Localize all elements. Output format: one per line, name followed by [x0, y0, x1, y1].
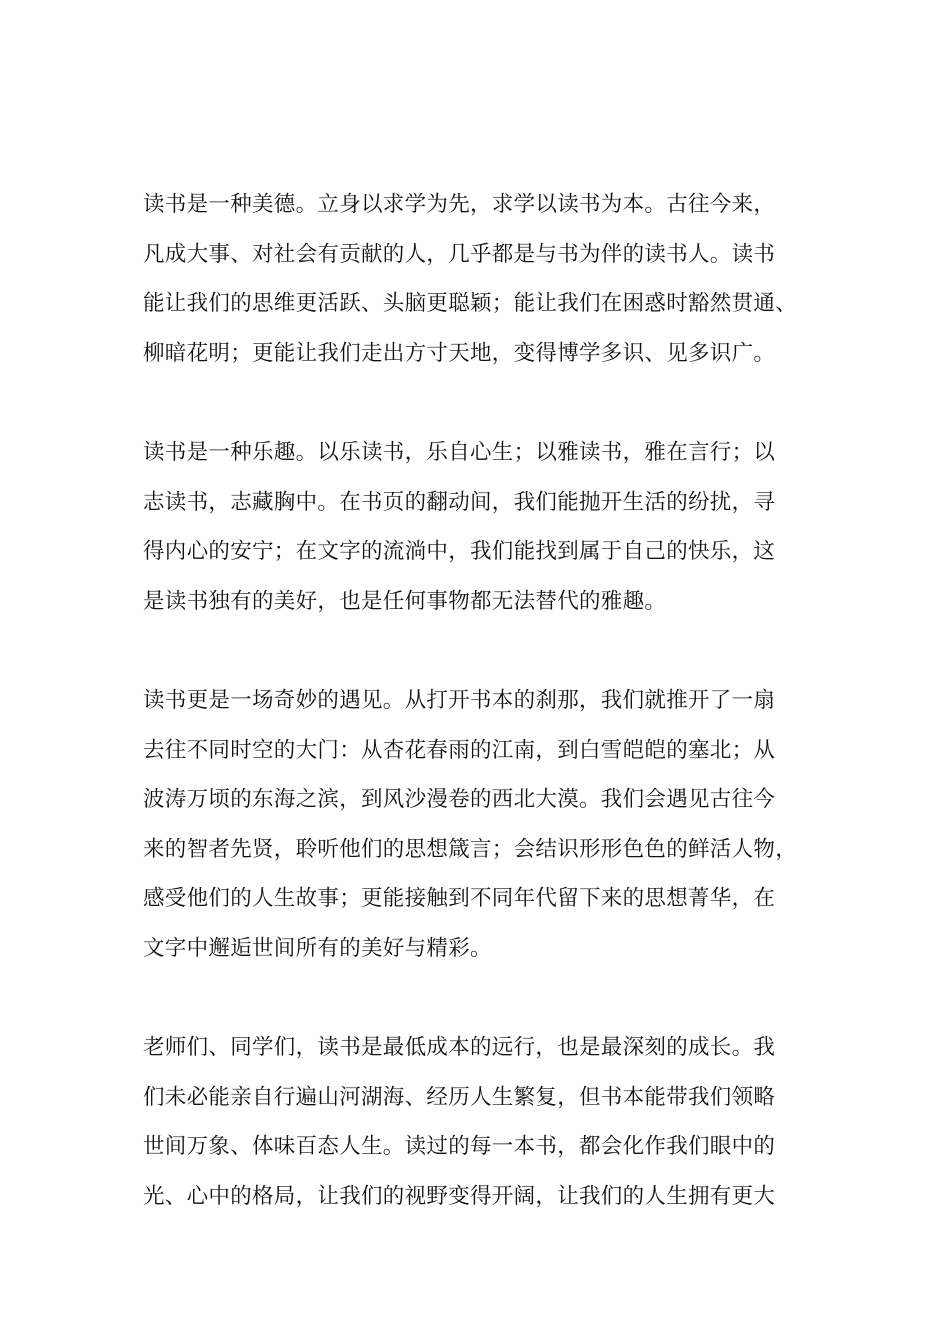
text-line: 们未必能亲自行遍山河湖海、经历人生繁复，但书本能带我们领略 [143, 1084, 776, 1110]
paragraph-reading-joy [143, 428, 843, 626]
paragraph-reading-encounter [143, 676, 843, 973]
text-line: 得内心的安宁；在文字的流淌中，我们能找到属于自己的快乐，这 [143, 539, 776, 564]
paragraph-reading-virtue [143, 180, 843, 378]
text-line: 文字中邂逅世间所有的美好与精彩。 [143, 935, 492, 961]
text-line: 感受他们的人生故事；更能接触到不同年代留下来的思想菁华，在 [143, 886, 776, 911]
text-line: 能让我们的思维更活跃、头脑更聪颖；能让我们在困惑时豁然贯通、 [143, 291, 798, 316]
text-line: 凡成大事、对社会有贡献的人，几乎都是与书为伴的读书人。读书 [143, 241, 776, 267]
text-line: 读书是一种美德。立身以求学为先，求学以读书为本。古往今来， [143, 192, 776, 217]
text-line: 老师们、同学们，读书是最低成本的远行，也是最深刻的成长。我 [143, 1035, 776, 1060]
text-line: 志读书，志藏胸中。在书页的翻动间，我们能抛开生活的纷扰，寻 [143, 489, 776, 515]
paragraph-reading-growth [143, 1023, 843, 1221]
document-body [143, 180, 843, 1271]
text-line: 读书更是一场奇妙的遇见。从打开书本的刹那，我们就推开了一扇 [143, 688, 776, 713]
text-line: 光、心中的格局，让我们的视野变得开阔，让我们的人生拥有更大 [143, 1183, 776, 1209]
text-line: 是读书独有的美好，也是任何事物都无法替代的雅趣。 [143, 588, 667, 614]
text-line: 柳暗花明；更能让我们走出方寸天地，变得博学多识、见多识广。 [143, 340, 776, 366]
text-line: 去往不同时空的大门：从杏花春雨的江南，到白雪皑皑的塞北；从 [143, 737, 776, 763]
text-line: 读书是一种乐趣。以乐读书，乐自心生；以雅读书，雅在言行；以 [143, 440, 776, 465]
text-line: 世间万象、体味百态人生。读过的每一本书，都会化作我们眼中的 [143, 1134, 776, 1159]
text-line: 波涛万顷的东海之滨，到风沙漫卷的西北大漠。我们会遇见古往今 [143, 787, 776, 812]
text-line: 来的智者先贤，聆听他们的思想箴言；会结识形形色色的鲜活人物， [143, 836, 798, 862]
